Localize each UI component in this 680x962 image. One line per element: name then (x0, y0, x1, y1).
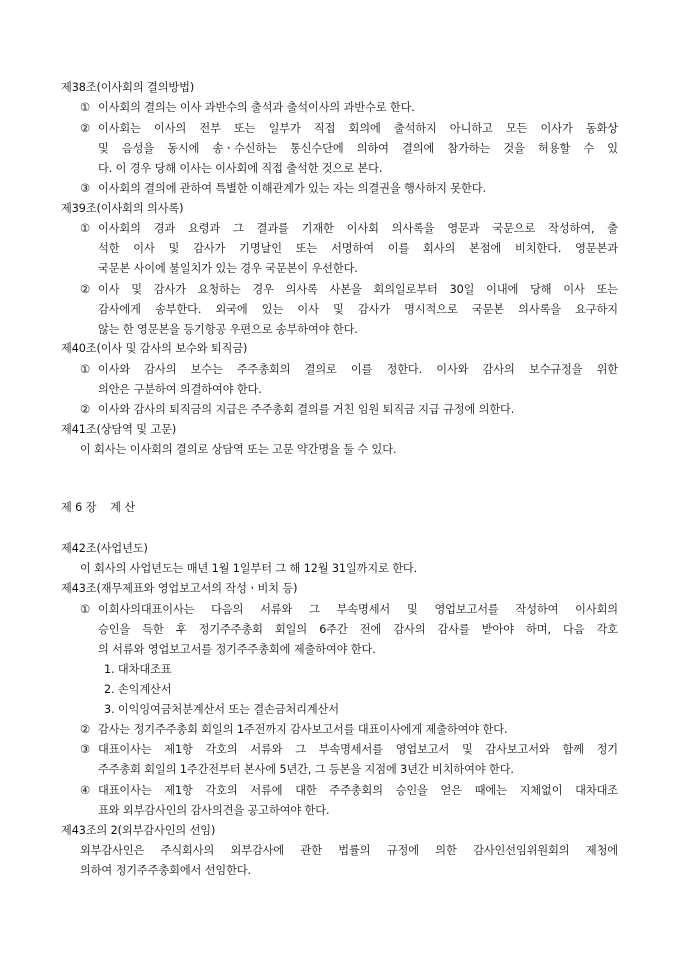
article-41-title: 제41조(상담역 및 고문) (61, 423, 177, 436)
article-43-title: 제43조(재무제표와 영업보고서의 작성ㆍ비치 등) (61, 582, 298, 595)
article-39-p2-line1: 이사 및 감사가 요청하는 경우 의사록 사본을 회의일로부터 30일 이내에 당해 이사 또는 (98, 283, 618, 296)
article-40-p2-number: ② (80, 403, 90, 416)
article-40-p1-line2: 의안은 구분하여 의결하여야 한다. (98, 383, 262, 396)
article-39-p2-line2: 감사에게 송부한다. 외국에 있는 이사 및 감사가 명시적으로 국문본 의사록을 요구하지 (98, 303, 618, 316)
article-38-p2-line2: 및 음성을 동시에 송ㆍ수신하는 통신수단에 의하여 결의에 참가하는 것을 허용할 수 있 (98, 142, 618, 155)
article-43-item-2: 2. 손익계산서 (104, 683, 172, 696)
article-42-title: 제42조(사업년도) (61, 542, 148, 555)
article-43-p1-line1: 이회사의대표이사는 다음의 서류와 그 부속명세서 및 영업보고서를 작성하여 이사회의 (98, 603, 618, 616)
article-39-p1-line2: 석한 이사 및 감사가 기명날인 또는 서명하여 이를 회사의 본점에 비치한다. 영문본과 (98, 242, 618, 255)
article-43-p1-line2: 승인을 득한 후 정기주주총회 회일의 6주간 전에 감사의 감사를 받아야 하며, 다음 각호 (98, 623, 618, 636)
article-39-p1-line1: 이사회의 경과 요령과 그 결과를 기재한 이사회 의사록을 영문과 국문으로 작성하여, 출 (98, 222, 618, 235)
article-41-body: 이 회사는 이사회의 결의로 상담역 또는 고문 약간명을 둘 수 있다. (80, 443, 397, 456)
article-43-2-title: 제43조의 2(외부감사인의 선임) (61, 824, 216, 837)
article-39-p1-number: ① (80, 222, 90, 235)
article-38-p3-number: ③ (80, 182, 90, 195)
article-38-p1-line1: 이사회의 결의는 이사 과반수의 출석과 출석이사의 과반수로 한다. (98, 101, 415, 114)
article-42-body: 이 회사의 사업년도는 매년 1월 1일부터 그 해 12월 31일까지로 한다. (80, 562, 418, 575)
article-43-p1-number: ① (80, 603, 90, 616)
article-39-p2-number: ② (80, 283, 90, 296)
article-39-p1-line3: 국문본 사이에 불일치가 있는 경우 국문본이 우선한다. (98, 262, 358, 275)
article-38-p2-line1: 이사회는 이사의 전부 또는 일부가 직접 회의에 출석하지 아니하고 모든 이사가 동화상 (98, 122, 618, 135)
article-43-p4-line2: 표와 외부감사인의 감사의견을 공고하여야 한다. (98, 804, 330, 817)
article-43-item-3: 3. 이익잉여금처분계산서 또는 결손금처리계산서 (104, 703, 339, 716)
article-38-p2-number: ② (80, 122, 90, 135)
article-38-title: 제38조(이사회의 결의방법) (61, 81, 195, 94)
article-43-p2-line1: 감사는 정기주주총회 회일의 1주전까지 감사보고서를 대표이사에게 제출하여야 한다. (98, 723, 508, 736)
article-43-p3-line2: 주주총회 회일의 1주간전부터 본사에 5년간, 그 등본을 지점에 3년간 비치하여야 한다. (98, 763, 514, 776)
article-43-p4-line1: 대표이사는 제1항 각호의 서류에 대한 주주총회의 승인을 얻은 때에는 지체없이 대차대조 (98, 784, 618, 797)
article-43-2-line2: 의하여 정기주주총회에서 선임한다. (80, 864, 251, 877)
chapter-heading: 제 6 장 계 산 (61, 501, 136, 514)
article-43-item-1: 1. 대차대조표 (104, 663, 172, 676)
article-40-p2-line1: 이사와 감사의 퇴직금의 지급은 주주총회 결의를 거친 임원 퇴직금 지급 규정에 의한다. (98, 403, 515, 416)
article-38-p1-number: ① (80, 101, 90, 114)
article-40-p1-number: ① (80, 363, 90, 376)
article-43-p4-number: ④ (80, 784, 90, 797)
article-40-p1-line1: 이사와 감사의 보수는 주주총회의 결의로 이를 정한다. 이사와 감사의 보수규정을 위한 (98, 363, 618, 376)
article-39-title: 제39조(이사회의 의사록) (61, 202, 184, 215)
article-39-p2-line3: 않는 한 영문본을 등기항공 우편으로 송부하여야 한다. (98, 323, 358, 336)
article-43-2-line1: 외부감사인은 주식회사의 외부감사에 관한 법률의 규정에 의한 감사인선임위원회의 제청에 (80, 844, 618, 857)
article-43-p3-line1: 대표이사는 제1항 각호의 서류와 그 부속명세서를 영업보고서 및 감사보고서와 함께 정기 (98, 743, 618, 756)
article-43-p2-number: ② (80, 723, 90, 736)
article-40-title: 제40조(이사 및 감사의 보수와 퇴직금) (61, 342, 248, 355)
article-38-p3-line1: 이사회의 결의에 관하여 특별한 이해관계가 있는 자는 의결권을 행사하지 못한다. (98, 182, 486, 195)
article-38-p2-line3: 다. 이 경우 당해 이사는 이사회에 직접 출석한 것으로 본다. (98, 162, 383, 175)
article-43-p3-number: ③ (80, 743, 90, 756)
article-43-p1-line3: 의 서류와 영업보고서를 정기주주총회에 제출하여야 한다. (98, 643, 376, 656)
